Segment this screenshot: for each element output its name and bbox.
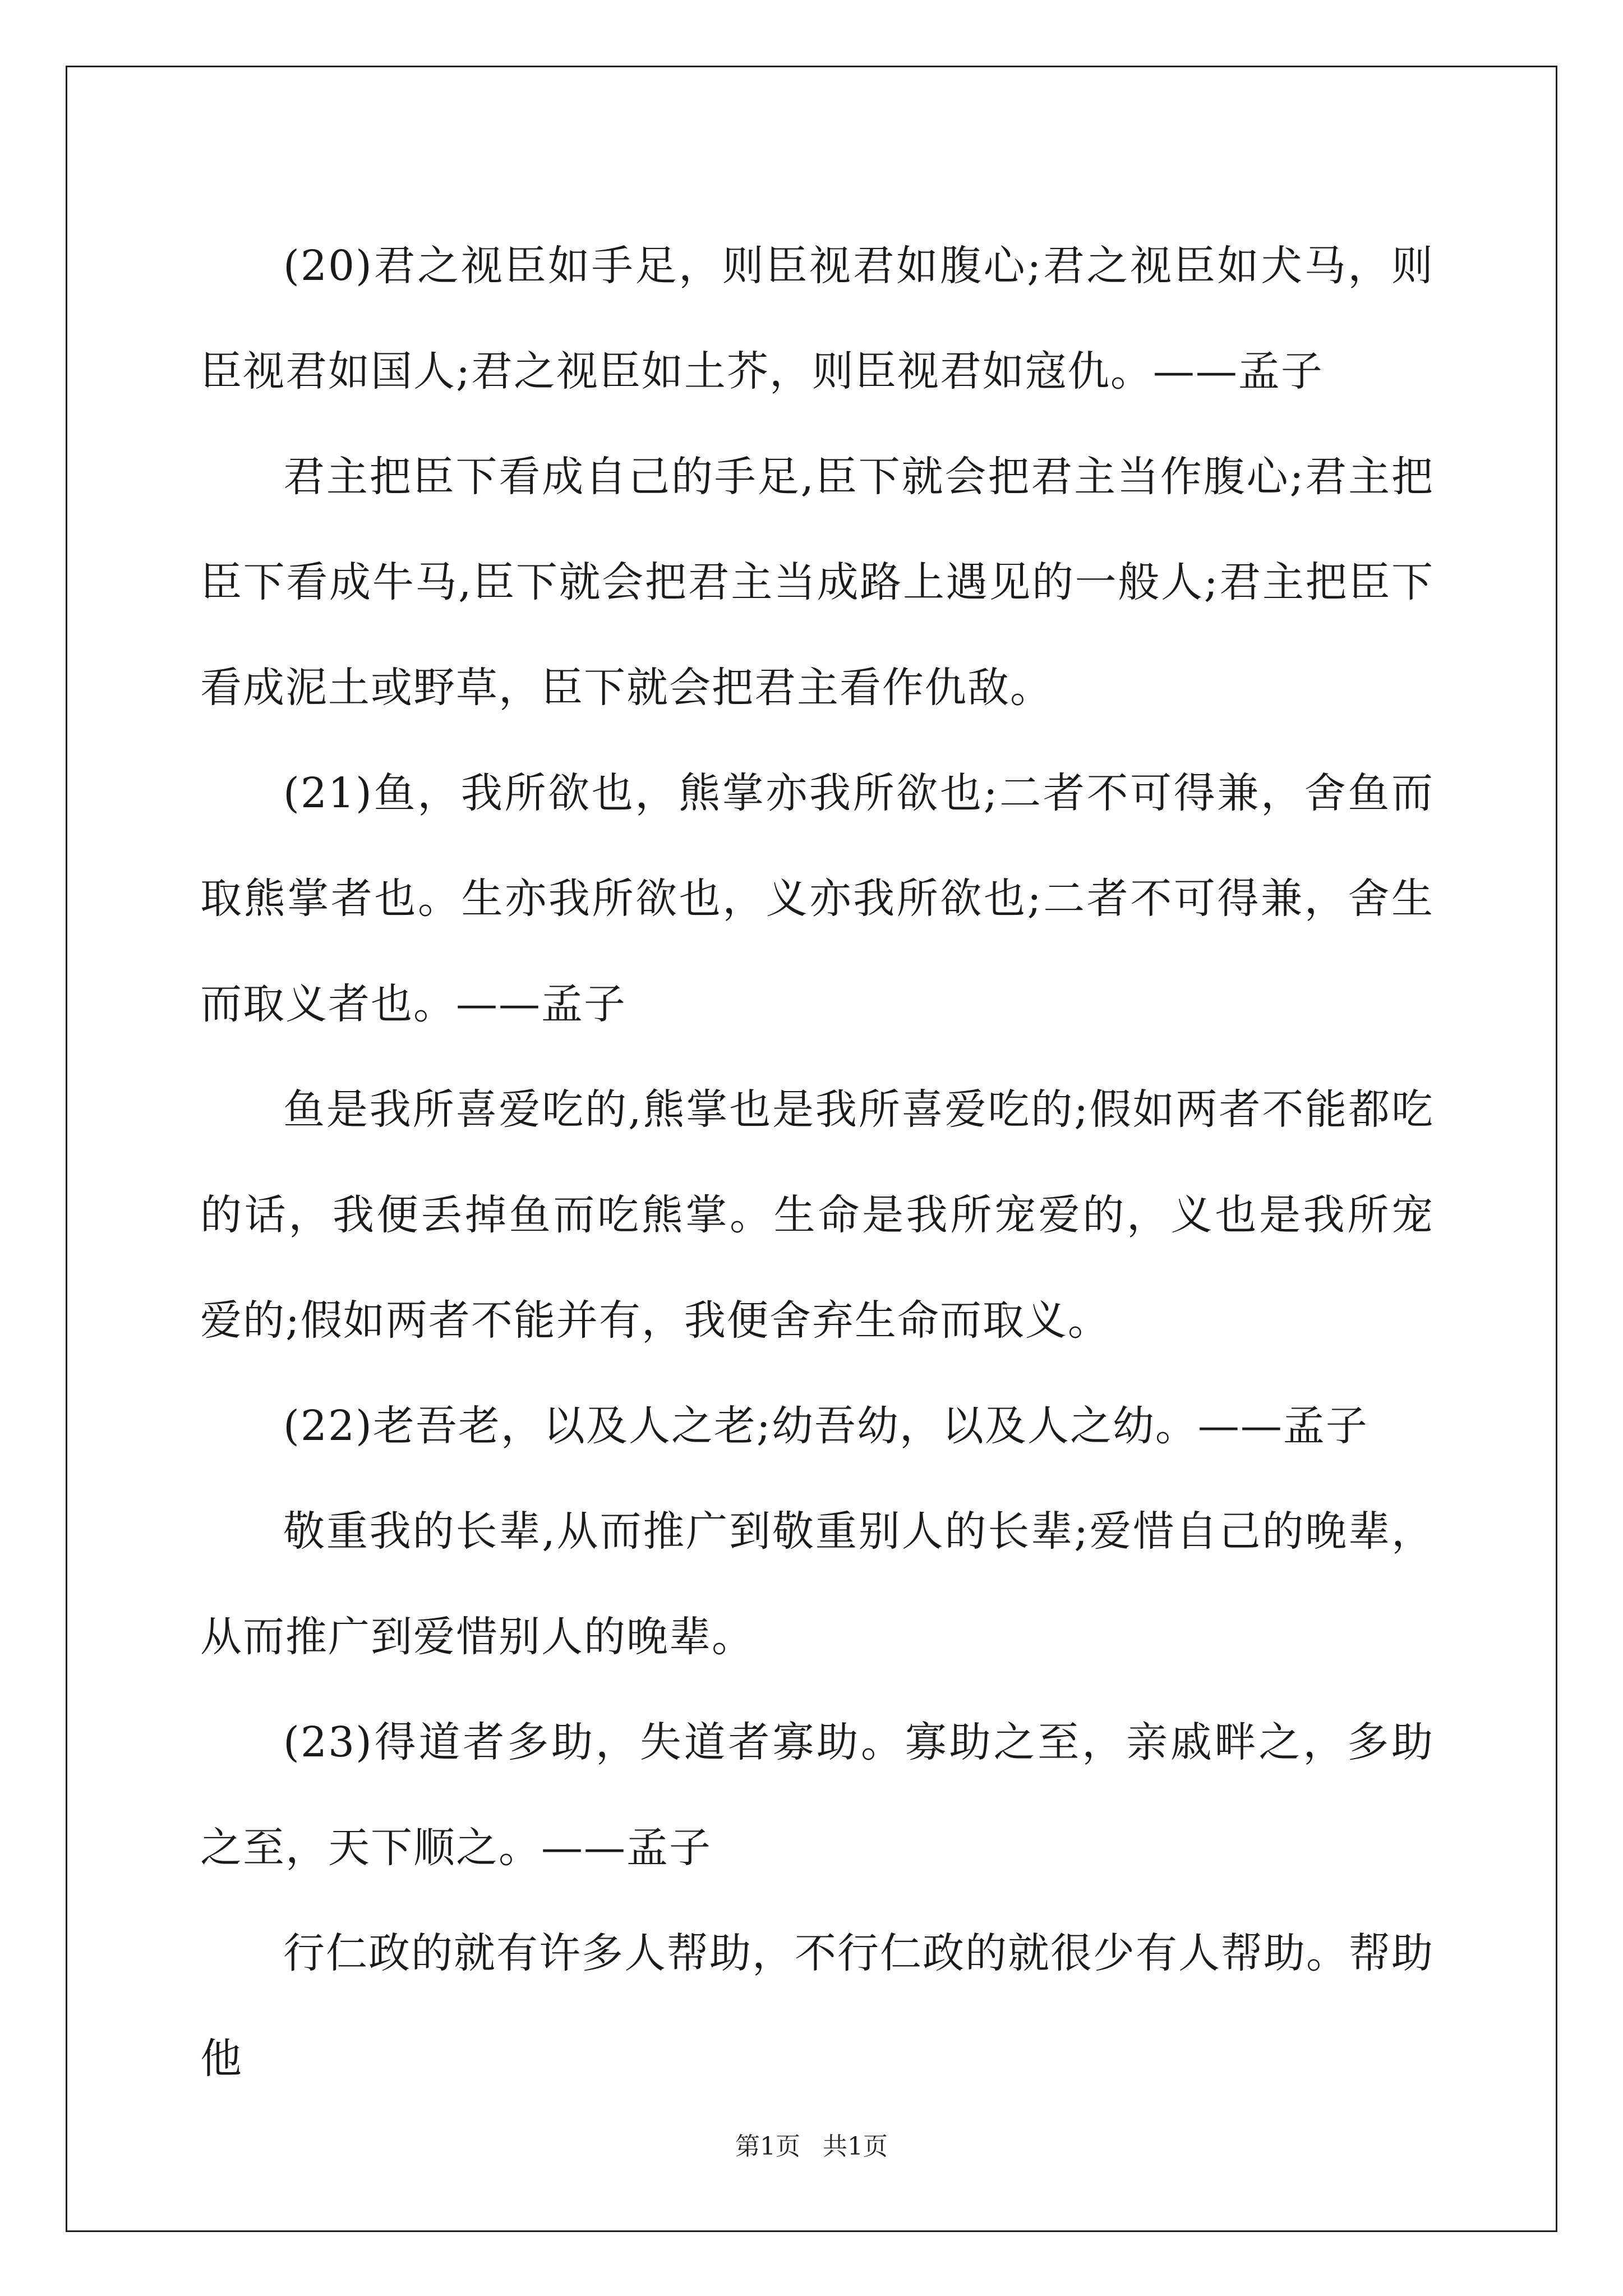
paragraph-23-translation: 行仁政的就有许多人帮助，不行仁政的就很少有人帮助。帮助他 — [200, 1929, 1434, 2083]
paragraph-20-translation: 君主把臣下看成自己的手足,臣下就会把君主当作腹心;君主把臣下看成牛马,臣下就会把君主当成路上遇见的一般人;君主把臣下看成泥土或野草，臣下就会把君主看作仇敌。 — [200, 453, 1434, 712]
paragraph-23-quote: (23)得道者多助，失道者寡助。寡助之至，亲戚畔之，多助之至，天下顺之。——孟子 — [200, 1718, 1434, 1872]
paragraph-21-translation: 鱼是我所喜爱吃的,熊掌也是我所喜爱吃的;假如两者不能都吃的话，我便丢掉鱼而吃熊掌。生命是我所宠爱的，义也是我所宠爱的;假如两者不能并有，我便舍弃生命而取义。 — [200, 1085, 1434, 1345]
paragraph-22-quote: (22)老吾老，以及人之老;幼吾幼，以及人之幼。——孟子 — [283, 1402, 1368, 1450]
paragraph-21-quote: (21)鱼，我所欲也，熊掌亦我所欲也;二者不可得兼，舍鱼而取熊掌者也。生亦我所欲也，义亦我所欲也;二者不可得兼，舍生而取义者也。——孟子 — [200, 769, 1434, 1028]
document-body — [200, 213, 1434, 2083]
page-total: 共1页 — [823, 2132, 888, 2161]
paragraph-22-translation: 敬重我的长辈,从而推广到敬重别人的长辈;爱惜自己的晚辈，从而推广到爱惜别人的晚辈。 — [200, 1507, 1434, 1661]
paragraph-20-quote: (20)君之视臣如手足，则臣视君如腹心;君之视臣如犬马，则臣视君如国人;君之视臣如土芥，则臣视君如寇仇。——孟子 — [200, 242, 1434, 395]
page-number: 第1页 — [735, 2132, 800, 2161]
page-footer — [0, 2126, 1623, 2162]
